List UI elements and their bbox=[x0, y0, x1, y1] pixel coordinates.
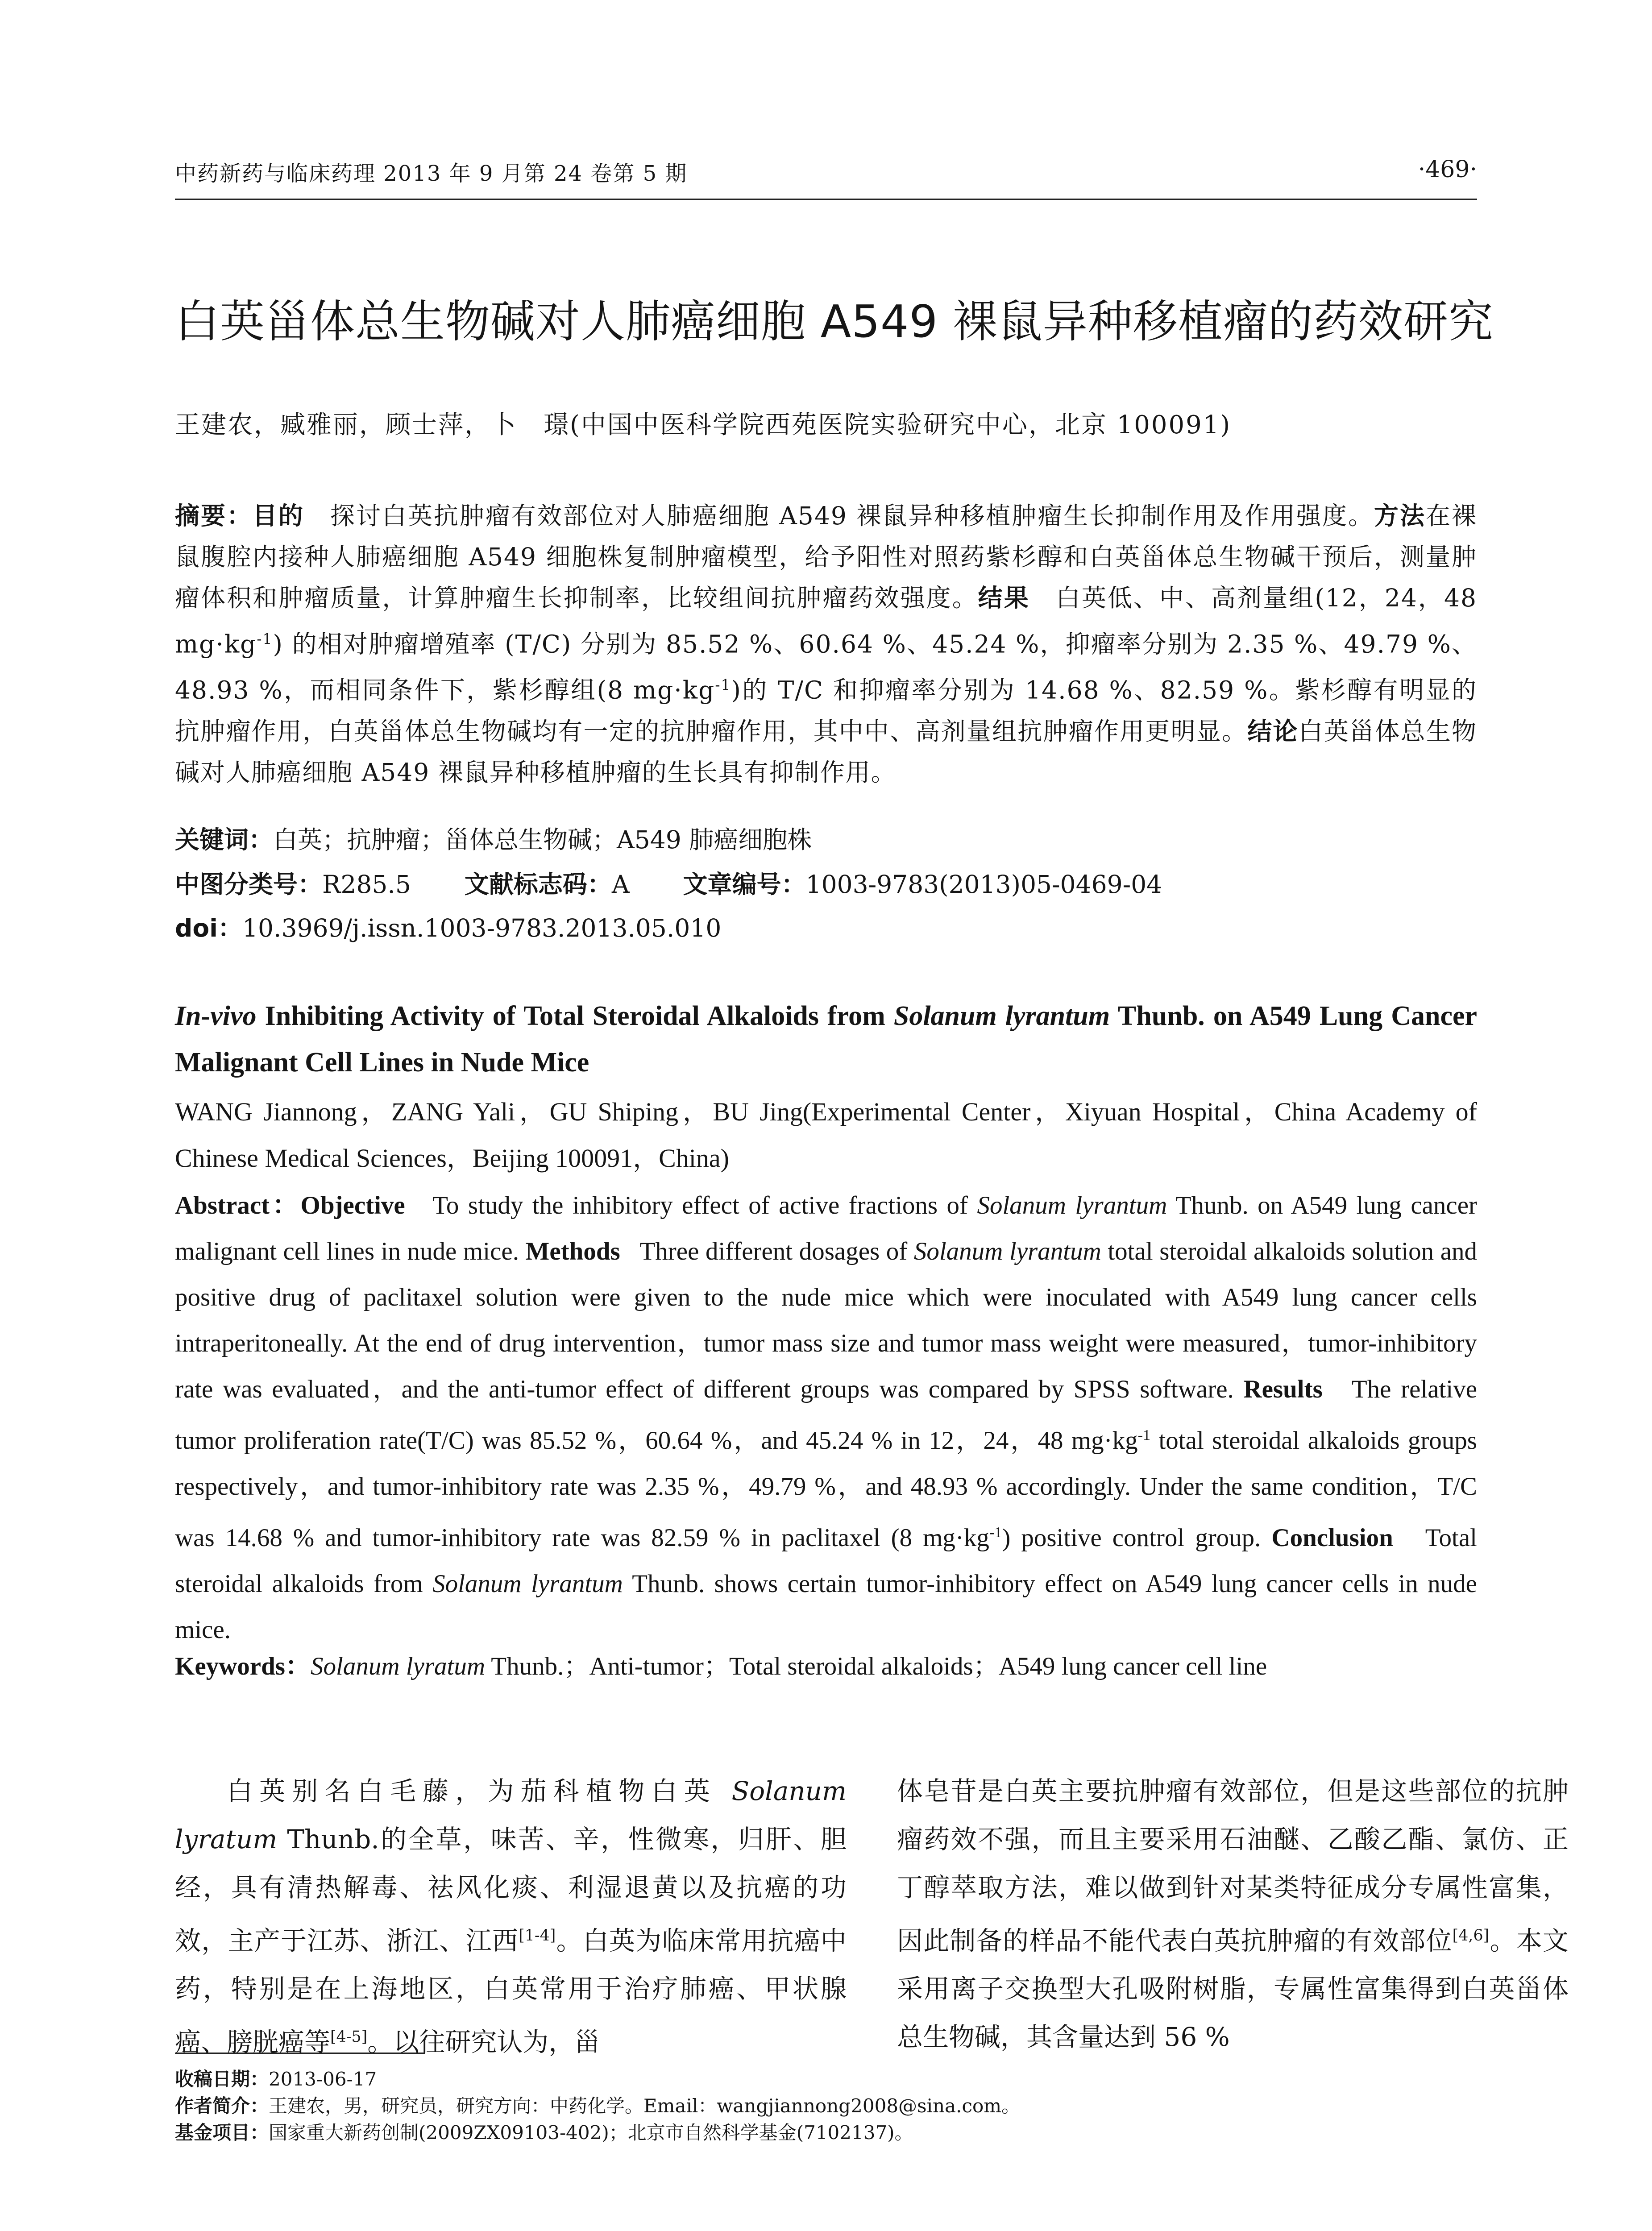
en-keywords-rest: Thunb.；Anti-tumor；Total steroidal alkaloids；A549 lung cancer cell line bbox=[485, 1652, 1267, 1680]
superscript: -1 bbox=[257, 630, 273, 647]
doi-label: doi： bbox=[175, 914, 243, 942]
fund-text: 国家重大新药创制(2009ZX09103-402)；北京市自然科学基金(7102137)。 bbox=[269, 2122, 913, 2144]
en-keywords-species: Solanum lyratum bbox=[310, 1652, 486, 1680]
en-species: Solanum lyrantum bbox=[977, 1191, 1167, 1219]
citation: [4,6] bbox=[1452, 1927, 1490, 1945]
citation: [1-4] bbox=[519, 1927, 556, 1945]
en-objective-label: Objective bbox=[300, 1191, 405, 1219]
en-results-label: Results bbox=[1243, 1375, 1323, 1403]
footnote-fund bbox=[175, 2119, 1477, 2146]
conclusion-text: 白英甾体总生物碱对人肺癌细胞 A549 裸鼠异种移植肿瘤的生长具有抑制作用。 bbox=[175, 717, 1477, 787]
objective-text: 探讨白英抗肿瘤有效部位对人肺癌细胞 A549 裸鼠异种移植肿瘤生长抑制作用及作用强度。 bbox=[330, 502, 1374, 530]
english-abstract bbox=[175, 1182, 1477, 1653]
body-right-column bbox=[897, 1767, 1569, 2061]
author-label: 作者简介： bbox=[175, 2095, 269, 2117]
doi-line bbox=[175, 908, 1477, 944]
citation: [4-5] bbox=[330, 2028, 368, 2046]
footnote-received bbox=[175, 2066, 1477, 2093]
fund-label: 基金项目： bbox=[175, 2122, 269, 2144]
keywords-text: 白英；抗肿瘤；甾体总生物碱；A549 肺癌细胞株 bbox=[273, 825, 812, 854]
keywords-label: 关键词： bbox=[175, 825, 274, 854]
english-authors: WANG Jiannong，ZANG Yali，GU Shiping，BU Jing(Experimental Center，Xiyuan Hospital，China Academy of Chinese Medical Sciences，Beijing 100091，China) bbox=[175, 1097, 1477, 1173]
title-part-2: Thunb. on A549 Lung Cancer Malignant Cell Lines in Nude Mice bbox=[175, 1001, 1478, 1078]
en-keywords-label: Keywords： bbox=[175, 1652, 311, 1680]
footnotes bbox=[175, 2066, 1477, 2146]
title-part-1: Inhibiting Activity of Total Steroidal Alkaloids from bbox=[256, 1001, 894, 1031]
results-text-1: 白英低、中、高剂量组(12，24，48 mg·kg bbox=[175, 584, 1477, 659]
article-no-value: 1003-9783(2013)05-0469-04 bbox=[805, 870, 1162, 899]
superscript: -1 bbox=[989, 1524, 1002, 1541]
chinese-title: 白英甾体总生物碱对人肺癌细胞 A549 裸鼠异种移植瘤的药效研究 bbox=[175, 295, 1494, 348]
en-objective-2: Thunb. on A549 lung cancer malignant cell lines in nude mice. bbox=[175, 1191, 1478, 1265]
results-text-2: ) 的相对肿瘤增殖率 (T/C) 分别为 85.52 %、60.64 %、45.24 %，抑瘤率分别为 2.35 %、49.79 %、48.93 %，而相同条件下，紫杉醇组(8 mg·kg bbox=[175, 630, 1477, 705]
methods-text: 在裸鼠腹腔内接种人肺癌细胞 A549 细胞株复制肿瘤模型，给予阳性对照药紫杉醇和白英甾体总生物碱干预后，测量肿瘤体积和肿瘤质量，计算肿瘤生长抑制率，比较组间抗肿瘤药效强度。 bbox=[175, 502, 1477, 612]
footnote-rule bbox=[175, 2053, 425, 2054]
en-methods-2: total steroidal alkaloids solution and positive drug of paclitaxel solution were given to the nude mice which were inoculated with A549 lung cancer cells intraperitoneally. At the end of drug intervention，tumor mass size and tumor mass weight were measured，tumor-inhibitory rate was evaluated，and the anti-tumor effect of different groups was compared by SPSS software. bbox=[175, 1237, 1478, 1403]
results-text-3: )的 T/C 和抑瘤率分别为 14.68 %、82.59 %。紫杉醇有明显的抗肿瘤作用，白英甾体总生物碱均有一定的抗肿瘤作用，其中中、高剂量组抗肿瘤作用更明显。 bbox=[175, 676, 1477, 746]
en-methods-1: Three different dosages of bbox=[639, 1237, 914, 1265]
en-results-3: ) positive control group. bbox=[1002, 1524, 1261, 1552]
doc-code-label: 文献标志码： bbox=[464, 870, 612, 899]
en-conclusion-1: Total steroidal alkaloids from bbox=[175, 1524, 1478, 1598]
clc-label: 中图分类号： bbox=[175, 870, 323, 899]
clc-value: R285.5 bbox=[322, 870, 411, 899]
left-text-1: 白英别名白毛藤，为茄科植物白英 bbox=[227, 1776, 732, 1806]
classification-line bbox=[175, 865, 1477, 900]
en-conclusion-2: Thunb. shows certain tumor-inhibitory effect on A549 lung cancer cells in nude mice. bbox=[175, 1570, 1477, 1644]
doi-value: 10.3969/j.issn.1003-9783.2013.05.010 bbox=[242, 914, 722, 942]
en-species: Solanum lyrantum bbox=[432, 1570, 623, 1598]
body-left-column bbox=[175, 1767, 847, 2066]
superscript: -1 bbox=[1137, 1427, 1151, 1443]
en-conclusion-label: Conclusion bbox=[1271, 1524, 1393, 1552]
chinese-abstract bbox=[175, 495, 1477, 793]
english-title bbox=[175, 993, 1477, 1086]
left-text-2: Thunb.的全草，味苦、辛，性微寒，归肝、胆经，具有清热解毒、祛风化痰、利湿退黄以及抗癌的功效，主产于江苏、浙江、江西 bbox=[175, 1824, 847, 1956]
en-results-2: total steroidal alkaloids groups respectively，and tumor-inhibitory rate was 2.35 %，49.79 %，and 48.93 % accordingly. Under the same condition，T/C was 14.68 % and tumor-inhibitory rate was 82.59 % in paclitaxel (8 mg·kg bbox=[175, 1427, 1477, 1552]
en-objective-1: To study the inhibitory effect of active fractions of bbox=[432, 1191, 977, 1219]
left-text-4: 。以往研究认为，甾 bbox=[367, 2027, 601, 2057]
running-head bbox=[175, 156, 1477, 192]
right-text-2: 。本文采用离子交换型大孔吸附树脂，专属性富集得到白英甾体总生物碱，其含量达到 56 % bbox=[897, 1925, 1569, 2053]
article-no-label: 文章编号： bbox=[683, 870, 806, 899]
left-species: Solanum lyratum bbox=[175, 1776, 847, 1854]
objective-label: 目的 bbox=[252, 502, 304, 530]
superscript: -1 bbox=[715, 676, 731, 694]
doc-code-value: A bbox=[611, 870, 630, 899]
right-text-1: 体皂苷是白英主要抗肿瘤有效部位，但是这些部位的抗肿瘤药效不强，而且主要采用石油醚、乙酸乙酯、氯仿、正丁醇萃取方法，难以做到针对某类特征成分专属性富集，因此制备的样品不能代表白英抗肿瘤的有效部位 bbox=[897, 1776, 1569, 1956]
footnote-author bbox=[175, 2093, 1477, 2119]
title-species: Solanum lyrantum bbox=[893, 1001, 1110, 1031]
results-label: 结果 bbox=[978, 584, 1030, 612]
en-abstract-label: Abstract： bbox=[175, 1191, 301, 1219]
abstract-label: 摘要： bbox=[175, 502, 253, 530]
author-bio: 王建农，男，研究员，研究方向：中药化学。Email：wangjiannong2008@sina.com。 bbox=[269, 2095, 1021, 2117]
title-italic: In-vivo bbox=[175, 1001, 257, 1031]
chinese-authors: 王建农，臧雅丽，顾士萍，卜 璟(中国中医科学院西苑医院实验研究中心，北京 100091) bbox=[175, 411, 1232, 440]
journal-info: 中药新药与临床药理 2013 年 9 月第 24 卷第 5 期 bbox=[175, 161, 688, 186]
en-results-1: The relative tumor proliferation rate(T/C) was 85.52 %，60.64 %，and 45.24 % in 12，24，48 mg·kg bbox=[175, 1375, 1478, 1455]
received-date: 2013-06-17 bbox=[269, 2068, 377, 2090]
left-text-3: 。白英为临床常用抗癌中药，特别是在上海地区，白英常用于治疗肺癌、甲状腺癌、膀胱癌等 bbox=[175, 1925, 847, 2057]
methods-label: 方法 bbox=[1374, 502, 1426, 530]
chinese-keywords bbox=[175, 820, 1477, 855]
english-keywords bbox=[175, 1646, 1477, 1682]
header-rule bbox=[175, 199, 1477, 200]
en-species: Solanum lyrantum bbox=[913, 1237, 1101, 1265]
en-methods-label: Methods bbox=[525, 1237, 620, 1265]
received-label: 收稿日期： bbox=[175, 2068, 269, 2090]
page-number: ·469· bbox=[1418, 156, 1477, 183]
conclusion-label: 结论 bbox=[1247, 717, 1299, 746]
